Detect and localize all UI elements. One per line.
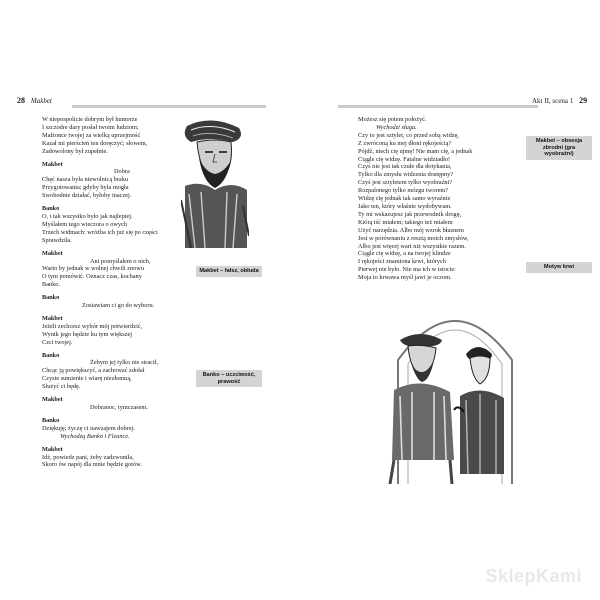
right-running-head (532, 96, 587, 108)
speaker-name: Banko (42, 416, 60, 424)
verse-line: Chęć nasza była niewolnicą braku (42, 176, 129, 184)
right-page-number: 29 (579, 96, 588, 105)
verse-line: Albo jest więcej wart niż wszystkie razem. (358, 242, 466, 250)
verse-line: Sprawdziła. (42, 236, 72, 244)
note-banko-uczciwosc: Banko – uczciwość, prawość (196, 370, 262, 387)
speaker-name: Makbet (42, 249, 63, 257)
left-page-number: 28 (17, 96, 25, 105)
verse-line: Czyś nie jest tak czułe dla dotykania, (358, 163, 452, 171)
verse-line: Służyć ci będę. (42, 383, 81, 391)
verse-line: Rozpalonego tylko mózgu tworem? (358, 187, 449, 195)
verse-line: Czy to jest sztylet, co przed sobą widzę, (358, 131, 459, 139)
verse-line: Trzech widmach: wróżba ich już się po części (42, 228, 158, 236)
right-page (308, 96, 600, 586)
verse-line: Czyste sumienie i wiarę niezłomną, (42, 375, 132, 383)
note-makbet-obsesja: Makbet – obsesja zbrodni (gra wyobraźni) (526, 136, 592, 160)
verse-line: Ty mi wskazujesz jak przewodnik drogę, (358, 210, 462, 218)
verse-line: Moja to krwawa myśl jawi je oczom. (358, 274, 452, 282)
speaker-name: Banko (42, 294, 60, 302)
verse-line: Jeżeli zechcesz wybór mój potwierdzić, (42, 322, 143, 330)
speaker-name: Makbet (42, 396, 63, 404)
left-header-rule (72, 105, 266, 108)
verse-line: Pierwej nie było. Nie ma ich w istocie: (358, 266, 456, 274)
verse-line: Żebym jej tylko nie stracił, (90, 359, 159, 367)
verse-line: I szczodre dary posłał twoim ludziom; (42, 123, 139, 131)
verse-line: Idź, powiedz pani, żeby zadzwoniła, (42, 453, 134, 461)
verse-line: Swobodnie działać, byłoby inaczej. (42, 192, 132, 200)
speaker-name: Banko (42, 351, 60, 359)
left-running-title: Makbet (30, 97, 52, 105)
verse-line: Dobranoc, tymczasem. (90, 404, 148, 411)
verse-line: Czci twojej. (42, 338, 73, 346)
verse-line: O tym pomówić. Oznacz czas, kochany (42, 273, 142, 281)
left-page (0, 96, 292, 506)
verse-line: Pójdź, niech cię ujmę! Nie mam cię, a jednak (358, 147, 473, 155)
speaker-name: Makbet (42, 160, 63, 168)
right-page-text (358, 116, 472, 282)
verse-line: Wynik jego będzie ku tym większej (42, 330, 133, 338)
verse-line: W niepospolicie dobrym był humorze (42, 116, 138, 123)
right-running-title: Akt II, scena 1 (532, 97, 574, 105)
verse-line: Chcąc ją powiększyć, a zachować zdołał (42, 367, 145, 375)
verse-line: Tylko dla zmysłu widzenia dostępny? (358, 171, 454, 179)
verse-line: I rękojeści znamiona krwi, których (358, 258, 446, 266)
watermark: SklepKami (485, 566, 582, 586)
verse-line: Ciągle cię widzę, a na twojej klindze (358, 250, 451, 258)
verse-line: Przygotowania; gdyby była mogła (42, 184, 129, 192)
macbeth-banquo-illustration (380, 300, 530, 484)
verse-line: Ciągle cię widzę. Fatalne widziadło! (358, 155, 451, 163)
verse-line: Zostawiam ci go do wyboru. (82, 302, 155, 310)
verse-line: Jest w porównaniu z resztą moich zmysłów, (358, 234, 469, 242)
verse-line: Dziękuję; życzę ci nawzajem dobrej. (42, 424, 135, 432)
verse-line: O, i tak wszystko było jak najlepiej. (42, 212, 133, 220)
verse-line: Kazał mi pierścień ten doręczyć; słowem, (42, 139, 148, 147)
verse-line: Małżonce twojej za wielką uprzejmość (42, 131, 141, 139)
verse-line: Skoro ów napój dla mnie będzie gotów. (42, 461, 142, 469)
macbeth-portrait-illustration (181, 116, 249, 248)
verse-line: Jako ten, który właśnie wydobywam. (358, 202, 452, 210)
verse-line: Którą iść miałem; takiego też miałem (358, 218, 453, 226)
stage-direction: Wychodzą Banko i Fleance. (60, 432, 130, 440)
verse-line: Czyś jest sztyletem tylko wyobraźni? (358, 179, 453, 187)
verse-line: Myślałem tego wieczora o owych (42, 220, 127, 228)
note-makbet-falsz: Makbet – fałsz, obłuda (196, 266, 262, 277)
left-page-text (42, 116, 158, 469)
verse-line: Banko. (42, 281, 61, 289)
verse-line: Z zwróconą ku mej dłoni rękojeścią? (358, 139, 452, 147)
verse-line: Możesz się potem położyć. (358, 116, 427, 123)
note-motyw-krwi: Motyw krwi (526, 262, 592, 273)
stage-direction: Wychodzi sługa. (376, 123, 417, 131)
left-running-head (17, 96, 52, 108)
verse-line: Ani pomyślałem o nich, (90, 257, 151, 265)
verse-line: Warto by jednak w wolnej chwili znowu (42, 265, 144, 273)
right-header-rule (338, 105, 538, 108)
verse-line: Użyć narzędzia. Albo mój wzrok błaznem (358, 226, 464, 234)
verse-line: Zadowolony był zupełnie. (42, 147, 108, 155)
speaker-name: Makbet (42, 445, 63, 453)
verse-line: Widzę cię jednak tak samo wyraźnie (358, 195, 451, 203)
speaker-name: Makbet (42, 314, 63, 322)
speaker-name: Banko (42, 205, 60, 213)
verse-line: Dobra (114, 168, 130, 176)
